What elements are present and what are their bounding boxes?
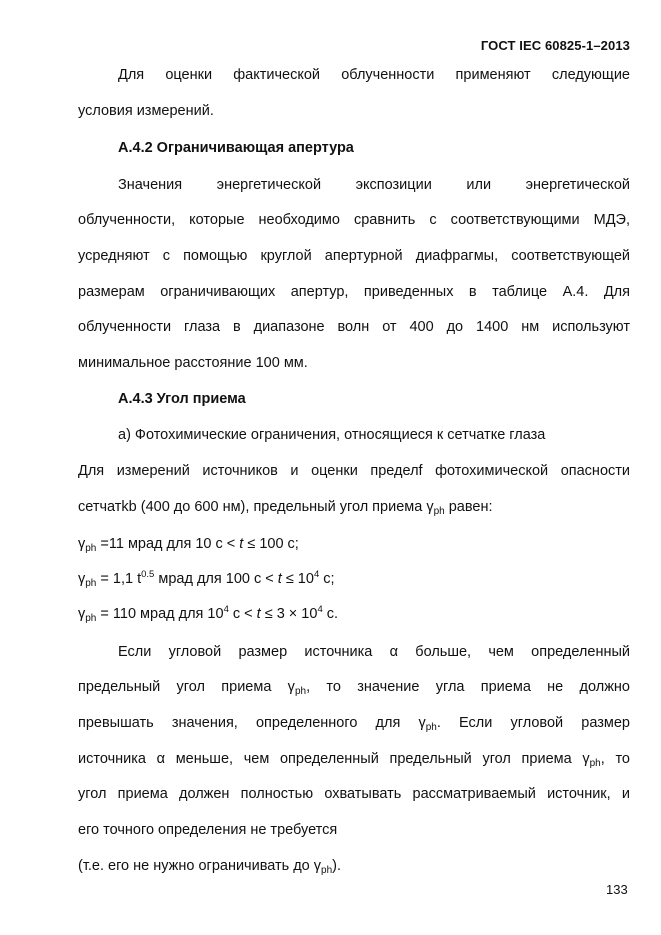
text-run: , то значение угла приема не должно <box>306 679 630 695</box>
text-run: источника α меньше, чем определенный предельный угол приема γ <box>78 751 590 767</box>
paragraph-2-line-3: усредняют с помощью круглой апертурной диафрагмы, соответствующей <box>78 248 630 264</box>
subscript-ph: ph <box>85 578 97 589</box>
superscript: 4 <box>317 604 323 615</box>
subscript-ph: ph <box>294 686 307 697</box>
text-run: превышать значения, определенного для γ <box>78 715 426 731</box>
subscript-ph: ph <box>85 613 97 624</box>
list-item-a: а) Фотохимические ограничения, относящиеся к сетчатке глаза <box>118 427 546 443</box>
paragraph-2-line-2: облученности, которые необходимо сравнить с соответствующими МДЭ, <box>78 212 630 228</box>
formula-line-1 <box>78 535 630 553</box>
paragraph-3-line-2 <box>78 498 630 516</box>
paragraph-1-line-2: условия измерений. <box>78 103 214 119</box>
text-run: сетчатkb (400 до 600 нм), предельный угол приема γ <box>78 499 434 515</box>
section-a43-heading: А.4.3 Угол приема <box>118 391 246 407</box>
formula-line-3 <box>78 605 630 623</box>
text-run: (т.е. его не нужно ограничивать до γ <box>78 858 322 874</box>
text-run: мрад для 100 с < <box>154 571 278 587</box>
subscript-ph: ph <box>321 865 333 876</box>
page-number <box>606 882 636 900</box>
superscript: 4 <box>223 604 229 615</box>
gamma-symbol: γ <box>78 571 86 587</box>
superscript: 0.5 <box>141 569 155 580</box>
paragraph-2-line-6: минимальное расстояние 100 мм. <box>78 355 308 371</box>
variable-t: t <box>256 606 261 622</box>
paragraph-4-line-1: Если угловой размер источника α больше, чем определенный <box>118 644 630 660</box>
subscript-ph: ph <box>85 543 97 554</box>
paragraph-4-line-4 <box>78 750 630 768</box>
paragraph-4-line-6: его точного определения не требуется <box>78 822 338 838</box>
paragraph-3-line-1: Для измерений источников и оценки пределf фотохимической опасности <box>78 463 630 479</box>
text-run: с; <box>319 571 335 587</box>
paragraph-1-line-1: Для оценки фактической облученности применяют следующие <box>118 67 630 83</box>
gamma-symbol: γ <box>78 536 86 552</box>
subscript-ph: ph <box>433 506 445 517</box>
document-header: ГОСТ IEC 60825-1–2013 <box>480 38 630 53</box>
text-run: =11 мрад для 10 с < <box>96 536 240 552</box>
text-run: , то <box>600 751 630 767</box>
paragraph-2-line-1: Значения энергетической экспозиции или энергетической <box>118 177 630 193</box>
page-number-text: 133 <box>606 882 628 897</box>
text-run: равен: <box>444 499 493 515</box>
paragraph-4-line-2 <box>78 678 630 696</box>
text-run: . Если угловой размер <box>436 715 630 731</box>
variable-t: t <box>239 536 244 552</box>
text-run: с < <box>228 606 257 622</box>
subscript-ph: ph <box>589 758 601 769</box>
paragraph-4-line-5: угол приема должен полностью охватывать рассматриваемый источник, и <box>78 786 630 802</box>
formula-line-2 <box>78 570 630 588</box>
text-run: = 110 мрад для 10 <box>96 606 224 622</box>
gamma-symbol: γ <box>78 606 86 622</box>
text-run: с. <box>322 606 339 622</box>
text-run: ≤ 10 <box>281 571 314 587</box>
text-run: ≤ 3 × 10 <box>260 606 318 622</box>
text-run: ≤ 100 с; <box>243 536 299 552</box>
superscript: 4 <box>313 569 320 580</box>
paragraph-2-line-4: размерам ограничивающих апертур, приведенных в таблице А.4. Для <box>78 284 630 300</box>
paragraph-4-line-3 <box>78 714 630 732</box>
variable-t: t <box>277 571 282 587</box>
text-run: = 1,1 t <box>96 571 142 587</box>
text-run: предельный угол приема γ <box>78 679 295 695</box>
section-a42-heading: А.4.2 Ограничивающая апертура <box>118 140 354 156</box>
subscript-ph: ph <box>425 722 437 733</box>
text-run: ). <box>332 858 342 874</box>
paragraph-4-line-7 <box>78 857 630 875</box>
paragraph-2-line-5: облученности глаза в диапазоне волн от 400 до 1400 нм используют <box>78 319 630 335</box>
